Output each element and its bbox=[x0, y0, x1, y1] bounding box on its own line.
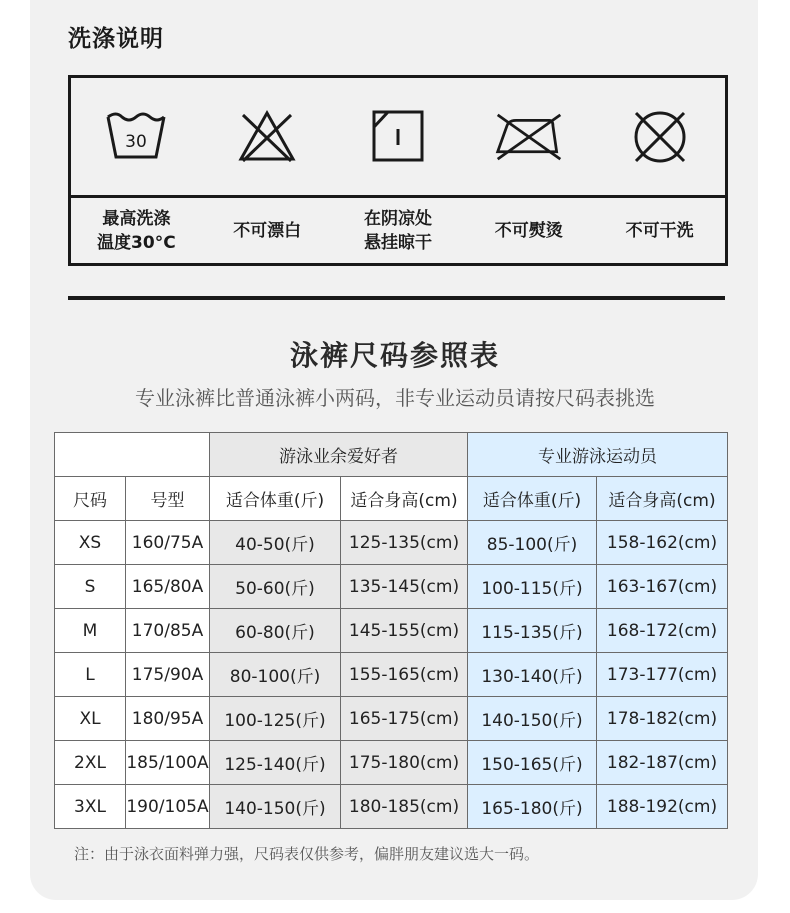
table-cell: 170/85A bbox=[126, 609, 210, 653]
column-header: 适合体重(斤) bbox=[468, 477, 597, 521]
table-row bbox=[55, 565, 728, 609]
table-cell: 160/75A bbox=[126, 521, 210, 565]
no-iron-icon bbox=[494, 107, 564, 167]
column-header: 适合身高(cm) bbox=[597, 477, 728, 521]
table-cell: XL bbox=[55, 697, 126, 741]
care-label-wash: 最高洗涤 温度30°C bbox=[97, 208, 176, 253]
table-cell: 178-182(cm) bbox=[597, 697, 728, 741]
table-cell: 190/105A bbox=[126, 785, 210, 829]
table-cell: M bbox=[55, 609, 126, 653]
care-label-dry: 在阴凉处 悬挂晾干 bbox=[363, 208, 432, 253]
table-row bbox=[55, 653, 728, 697]
table-row bbox=[55, 785, 728, 829]
table-cell: 158-162(cm) bbox=[597, 521, 728, 565]
table-cell: 180/95A bbox=[126, 697, 210, 741]
table-cell: XS bbox=[55, 521, 126, 565]
group-header-amateur: 游泳业余爱好者 bbox=[210, 433, 468, 477]
table-cell: 168-172(cm) bbox=[597, 609, 728, 653]
table-cell: 163-167(cm) bbox=[597, 565, 728, 609]
table-cell: 182-187(cm) bbox=[597, 741, 728, 785]
column-header: 号型 bbox=[126, 477, 210, 521]
table-cell: 100-115(斤) bbox=[468, 565, 597, 609]
group-header-pro: 专业游泳运动员 bbox=[468, 433, 728, 477]
size-chart-note: 注：由于泳衣面料弹力强，尺码表仅供参考，偏胖朋友建议选大一码。 bbox=[74, 845, 540, 863]
line-dry-shade-icon bbox=[363, 107, 433, 167]
table-cell: 125-140(斤) bbox=[210, 741, 341, 785]
table-cell: 180-185(cm) bbox=[341, 785, 468, 829]
table-cell: 150-165(斤) bbox=[468, 741, 597, 785]
wash-30-icon bbox=[101, 107, 171, 167]
column-header: 适合体重(斤) bbox=[210, 477, 341, 521]
table-cell: 135-145(cm) bbox=[341, 565, 468, 609]
no-bleach-icon bbox=[232, 107, 302, 167]
table-cell: L bbox=[55, 653, 126, 697]
table-cell: 145-155(cm) bbox=[341, 609, 468, 653]
column-header: 尺码 bbox=[55, 477, 126, 521]
empty-header-cell bbox=[55, 433, 210, 477]
section-divider bbox=[68, 296, 725, 300]
table-row bbox=[55, 697, 728, 741]
care-label-dry-clean: 不可干洗 bbox=[625, 220, 694, 241]
care-section-title: 洗涤说明 bbox=[68, 26, 164, 52]
table-cell: 125-135(cm) bbox=[341, 521, 468, 565]
column-header-row bbox=[55, 477, 728, 521]
table-cell: 165-180(斤) bbox=[468, 785, 597, 829]
care-label-bleach: 不可漂白 bbox=[233, 220, 302, 241]
table-cell: 50-60(斤) bbox=[210, 565, 341, 609]
table-cell: 60-80(斤) bbox=[210, 609, 341, 653]
table-cell: 188-192(cm) bbox=[597, 785, 728, 829]
table-cell: 3XL bbox=[55, 785, 126, 829]
table-cell: 80-100(斤) bbox=[210, 653, 341, 697]
svg-text:30: 30 bbox=[125, 131, 148, 152]
table-cell: 140-150(斤) bbox=[468, 697, 597, 741]
table-cell: 130-140(斤) bbox=[468, 653, 597, 697]
table-cell: 115-135(斤) bbox=[468, 609, 597, 653]
care-icons-row bbox=[71, 78, 725, 198]
table-cell: 185/100A bbox=[126, 741, 210, 785]
table-cell: 165-175(cm) bbox=[341, 697, 468, 741]
table-cell: 85-100(斤) bbox=[468, 521, 597, 565]
table-cell: 100-125(斤) bbox=[210, 697, 341, 741]
table-cell: 175/90A bbox=[126, 653, 210, 697]
no-dry-clean-icon bbox=[625, 107, 695, 167]
column-header: 适合身高(cm) bbox=[341, 477, 468, 521]
table-cell: 173-177(cm) bbox=[597, 653, 728, 697]
table-cell: 40-50(斤) bbox=[210, 521, 341, 565]
care-instructions-box bbox=[68, 75, 728, 266]
table-row bbox=[55, 521, 728, 565]
care-labels-row bbox=[71, 198, 725, 263]
table-cell: S bbox=[55, 565, 126, 609]
table-cell: 155-165(cm) bbox=[341, 653, 468, 697]
size-chart-subtitle: 专业泳裤比普通泳裤小两码，非专业运动员请按尺码表挑选 bbox=[135, 386, 655, 410]
table-cell: 165/80A bbox=[126, 565, 210, 609]
table-row bbox=[55, 609, 728, 653]
size-table bbox=[54, 432, 728, 829]
care-label-iron: 不可熨烫 bbox=[494, 220, 563, 241]
table-cell: 2XL bbox=[55, 741, 126, 785]
group-header-row bbox=[55, 433, 728, 477]
table-cell: 140-150(斤) bbox=[210, 785, 341, 829]
table-row bbox=[55, 741, 728, 785]
table-cell: 175-180(cm) bbox=[341, 741, 468, 785]
size-chart-title: 泳裤尺码参照表 bbox=[289, 339, 500, 372]
